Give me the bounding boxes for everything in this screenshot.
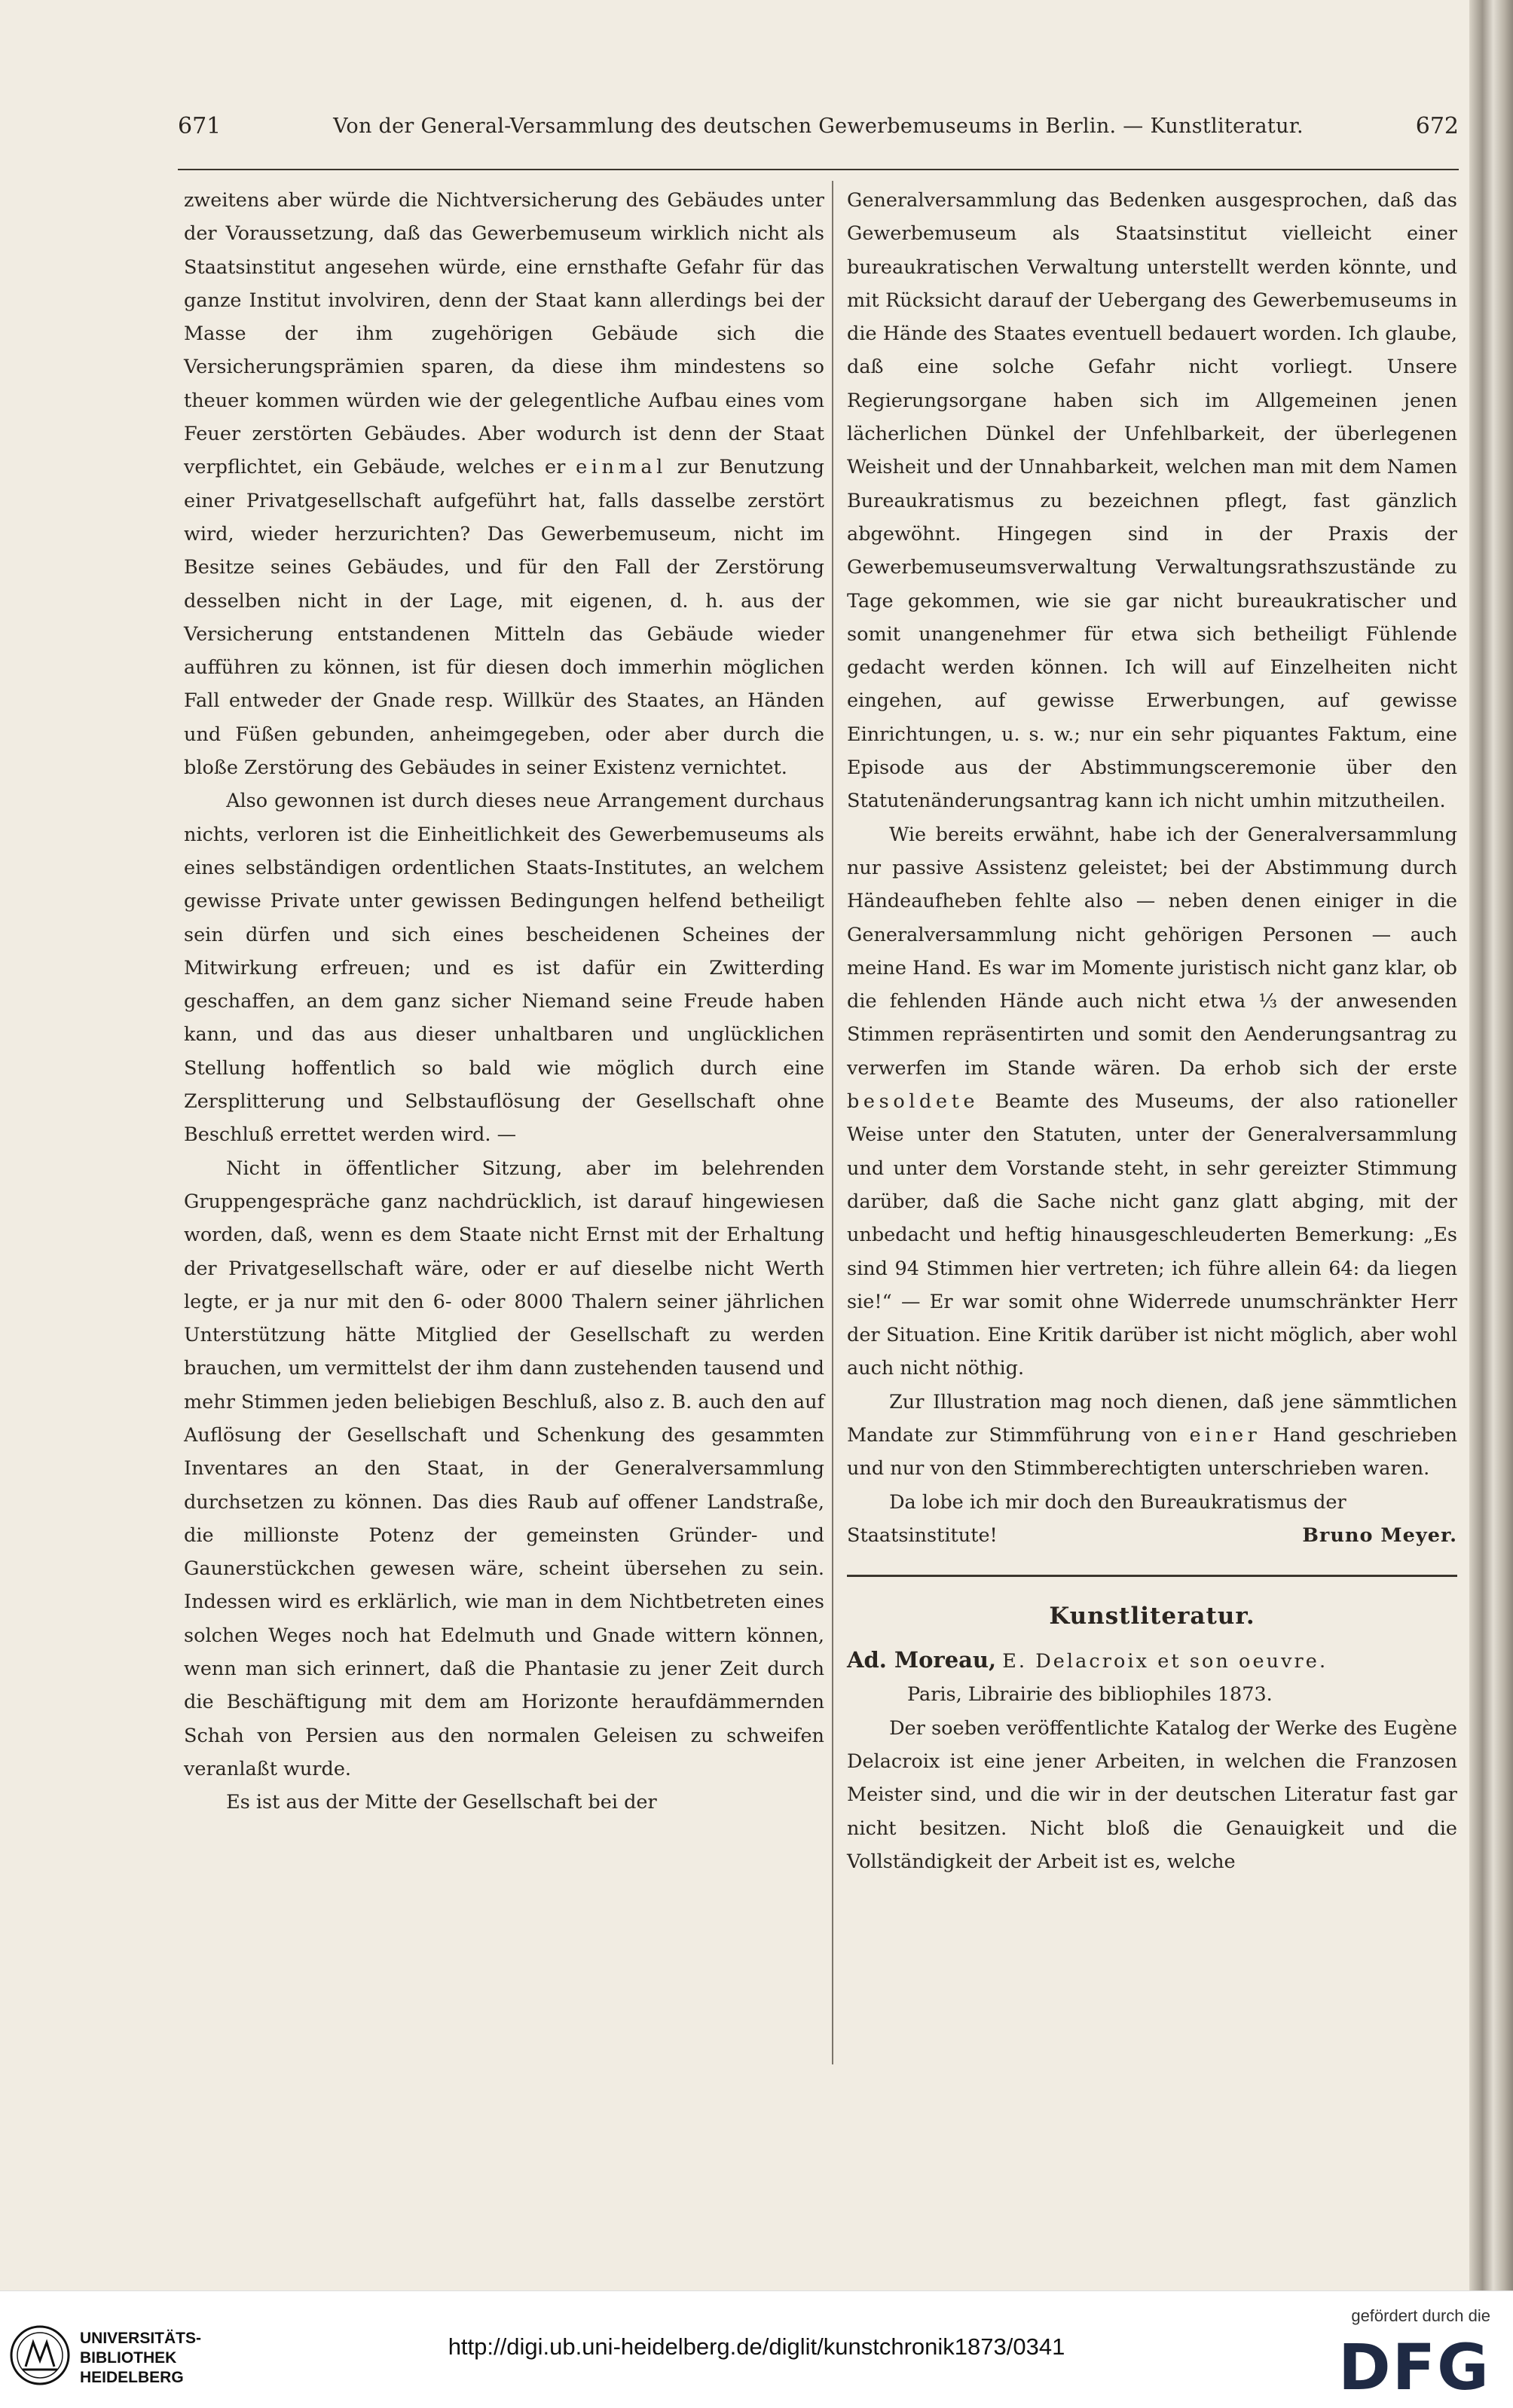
text-run: zur Benutzung einer Privatgesellschaft aufgeführt hat, falls dasselbe zerstört wird, wieder herzurichten? Das Gewerbemuseum, nicht im Besitze seines Gebäudes, und für den Fall der Zerstörung desselben nicht in der Lage, mit eigenen, d. h. aus der Versicherung entstandenen Mitteln das Gebäude wieder aufführen zu können, ist für diesen doch immerhin möglichen Fall entweder der Gnade resp. Willkür des Staates, an Händen und Füßen gebunden, anheimgegeben, oder aber durch die bloße Zerstörung des Gebäudes in seiner Existenz vernichtet. [184, 456, 824, 780]
left-paragraph-1 [184, 184, 824, 784]
institution-name: UNIVERSITÄTS-BIBLIOTHEK HEIDELBERG [80, 2330, 202, 2386]
right-paragraph-3 [847, 1386, 1457, 1486]
text-run: zweitens aber würde die Nichtversicherung des Gebäudes unter der Voraussetzung, daß das Gewerbemuseum wirklich nicht als Staatsinstitut angesehen würde, eine ernsthafte Gefahr für das ganze Institut involviren, denn der Staat kann allerdings bei der Masse der ihm zugehörigen Gebäude sich die Versicherungsprämien sparen, da diese ihm mindestens so theuer kommen würden wie der gelegentliche Aufbau eines vom Feuer zerstörten Gebäudes. Aber wodurch ist denn der Staat verpflichtet, ein Gebäude, welches er [184, 189, 824, 479]
entry-title: E. Delacroix et son oeuvre. [1002, 1650, 1328, 1673]
running-title: Von der General-Versammlung des deutschen Gewerbemuseums in Berlin. — Kunstliteratur. [333, 115, 1304, 138]
right-column [847, 184, 1457, 1878]
spaced-emphasis: besoldete [847, 1090, 980, 1114]
right-paragraph-4: Da lobe ich mir doch den Bureaukratismus der [889, 1490, 1346, 1514]
header-rule [178, 169, 1459, 170]
bibliography-entry [847, 1643, 1457, 1712]
dfg-logo: DFG [1337, 2330, 1490, 2404]
page-edge [1469, 0, 1513, 2290]
viewer-footer [0, 2290, 1513, 2408]
closing-words: Staatsinstitute! [847, 1523, 998, 1547]
left-paragraph-4: Es ist aus der Mitte der Gesellschaft bei der [226, 1791, 657, 1814]
text-run: Hand geschrieben und nur von den Stimmberechtigten unterschrieben waren. [847, 1423, 1457, 1481]
funded-by-label: gefördert durch die [1351, 2306, 1490, 2325]
text-run: Wie bereits erwähnt, habe ich der Generalversammlung nur passive Assistenz geleistet; bei der Abstimmung durch Händeaufheben fehlte also — neben denen einiger in die Generalversammlung nicht gehörigen Personen — auch meine Hand. Es war im Momente juristisch nicht ganz klar, ob die fehlenden Hände auch nicht etwa ⅓ der anwesenden Stimmen repräsentirten und somit den Aenderungsantrag zu verwerfen im Stande wären. Da erhob sich der erste [847, 823, 1457, 1080]
source-url-link[interactable]: http://digi.ub.uni-heidelberg.de/diglit/kunstchronik1873/0341 [448, 2333, 1065, 2360]
left-paragraph-2: Also gewonnen ist durch dieses neue Arrangement durchaus nichts, verloren ist die Einheitlichkeit des Gewerbemuseums als eines selbständigen ordentlichen Staats-Institutes, an welchem gewisse Private unter gewissen Bedingungen helfend betheiligt sein dürfen und sich eines bescheidenen Scheines der Mitwirkung erfreuen; und es ist dafür ein Zwitterding geschaffen, an dem ganz sicher Niemand seine Freude haben kann, und das aus dieser unhaltbaren und unglücklichen Stellung hoffentlich so bald wie möglich durch eine Zersplitterung und Selbstauflösung der Gesellschaft ohne Beschluß errettet werden wird. — [184, 790, 824, 1147]
text-run: Beamte des Museums, der also rationeller Weise unter den Statuten, unter der Generalversammlung und unter dem Vorstande steht, in sehr gereizter Stimmung darüber, daß die Sache nicht ganz glatt abging, mit der unbedacht und heftig hinausgeschleuderten Bemerkung: „Es sind 94 Stimmen hier vertreten; ich führe allein 64: da liegen sie!“ — Er war somit ohne Widerrede unumschränkter Herr der Situation. Eine Kritik darüber ist nicht möglich, aber wohl auch nicht nöthig. [847, 1090, 1457, 1380]
entry-publisher: Paris, Librairie des bibliophiles 1873. [907, 1683, 1273, 1707]
page-number-left: 671 [178, 113, 222, 139]
section-rule [847, 1575, 1457, 1577]
author-signature: Bruno Meyer. [1302, 1523, 1457, 1547]
section-heading: Kunstliteratur. [1049, 1603, 1255, 1630]
right-paragraph-1: Generalversammlung das Bedenken ausgesprochen, daß das Gewerbemuseum als Staatsinstitut vielleicht einer bureaukratischen Verwaltung unterstellt werden könnte, und mit Rücksicht darauf der Uebergang des Gewerbemuseums in die Hände des Staates eventuell bedauert worden. Ich glaube, daß eine solche Gefahr nicht vorliegt. Unsere Regierungsorgane haben sich im Allgemeinen jenen lächerlichen Dünkel der Unfehlbarkeit, der überlegenen Weisheit und der Unnahbarkeit, welchen man mit dem Namen Bureaukratismus zu bezeichnen pflegt, fast gänzlich abgewöhnt. Hingegen sind in der Praxis der Gewerbemuseumsverwaltung Verwaltungsrathszustände zu Tage gekommen, wie sie gar nicht bureaukratischer und somit unangenehmer für etwa sich betheiligt Fühlende gedacht werden können. Ich will auf Einzelheiten nicht eingehen, auf gewisse Erwerbungen, auf gewisse Einrichtungen, u. s. w.; nur ein sehr piquantes Faktum, eine Episode aus der Abstimmungsceremonie über den Statutenänderungsantrag kann ich nicht umhin mitzutheilen. [847, 189, 1457, 813]
page-number-right: 672 [1415, 113, 1459, 139]
column-divider [832, 181, 833, 2064]
left-paragraph-3: Nicht in öffentlicher Sitzung, aber im belehrenden Gruppengespräche ganz nachdrücklich, ist darauf hingewiesen worden, daß, wenn es dem Staate nicht Ernst mit der Erhaltung der Privatgesellschaft wäre, oder er auf dieselbe nicht Werth legte, er ja nur mit den 6- oder 8000 Thalern seiner jährlichen Unterstützung hätte Mitglied der Gesellschaft zu werden brauchen, um vermittelst der ihm dann zustehenden tausend und mehr Stimmen jeden beliebigen Beschluß, also z. B. auch den auf Auflösung der Gesellschaft und Schenkung des gesammten Inventares an den Staat, in der Generalversammlung durchsetzen zu können. Das dies Raub auf offener Landstraße, die millionste Potenz der gemeinsten Gründer- und Gaunerstückchen gewesen wäre, scheint übersehen zu sein. Indessen wird es erklärlich, wie man in dem Nichtbetreten eines solchen Weges noch hat Edelmuth und Gnade wittern können, wenn man sich erinnert, daß die Phantasie zu jener Zeit durch die Beschäftigung mit dem am Horizonte heraufdämmernden Schah von Persien aus den normalen Geleisen zu schweifen veranlaßt wurde. [184, 1157, 824, 1780]
spaced-emphasis: einmal [576, 456, 667, 479]
right-paragraph-2 [847, 818, 1457, 1386]
signature-line [847, 1519, 1457, 1552]
right-paragraph-5: Der soeben veröffentlichte Katalog der Werke des Eugène Delacroix ist eine jener Arbeiten, in welchen die Franzosen Meister sind, und die wir in der deutschen Literatur fast gar nicht besitzen. Nicht bloß die Genauigkeit und die Vollständigkeit der Arbeit ist es, welche [847, 1716, 1457, 1873]
spaced-emphasis: einer [1189, 1423, 1261, 1447]
entry-author: Ad. Moreau, [847, 1647, 997, 1673]
page-header [178, 113, 1459, 151]
left-column [184, 184, 824, 1820]
text-run: Zur Illustration mag noch dienen, daß jene sämmtlichen Mandate zur Stimmführung von [847, 1390, 1457, 1447]
